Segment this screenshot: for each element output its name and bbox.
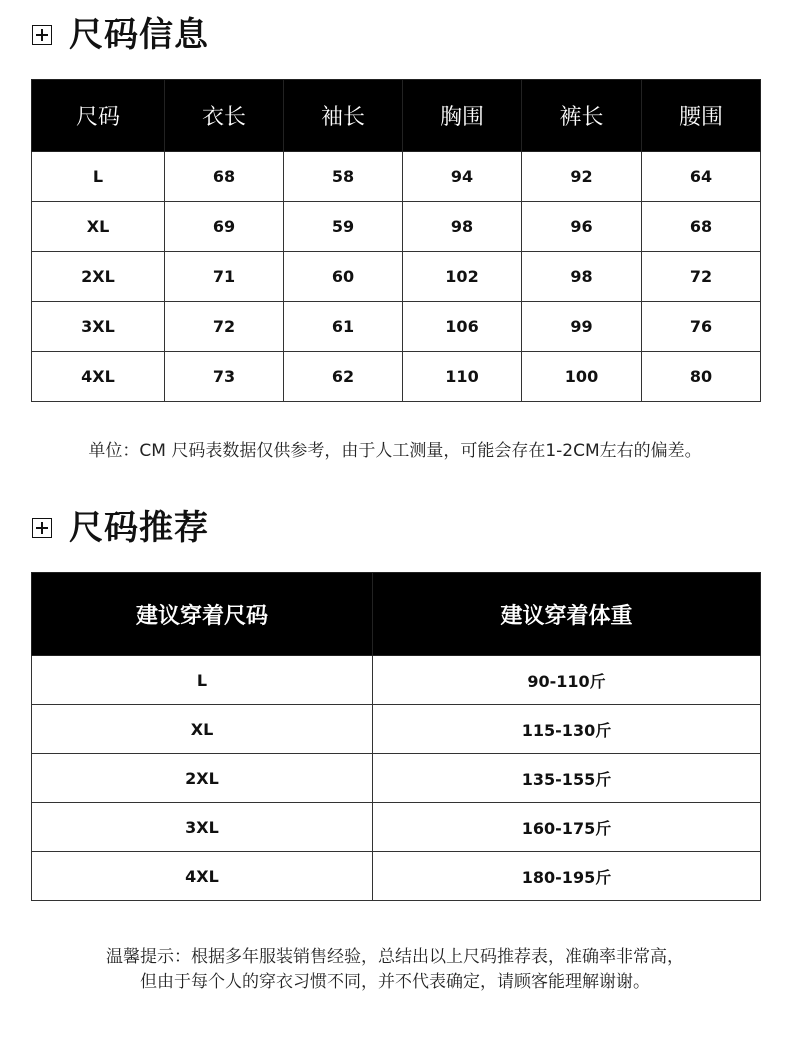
size-recommendation-table [31, 572, 761, 901]
table-cell: 72 [165, 302, 284, 352]
section-heading: 尺码推荐 [69, 508, 209, 548]
table-cell: 3XL [32, 302, 165, 352]
header-cell-sleeve: 袖长 [284, 80, 403, 152]
table-row [32, 152, 761, 202]
size-info-table [31, 79, 761, 402]
table-cell: 72 [642, 252, 761, 302]
tip-line: 但由于每个人的穿衣习惯不同，并不代表确定，请顾客能理解谢谢。 [140, 972, 650, 992]
table-cell: 61 [284, 302, 403, 352]
measurement-note: 单位：CM 尺码表数据仅供参考，由于人工测量，可能会存在1-2CM左右的偏差。 [88, 441, 702, 461]
header-cell-size: 尺码 [32, 80, 165, 152]
table-cell: 94 [403, 152, 522, 202]
section-heading: 尺码信息 [69, 15, 209, 55]
table-cell: 59 [284, 202, 403, 252]
table-cell: L [32, 152, 165, 202]
table-cell: L [32, 656, 373, 705]
table-cell: 68 [165, 152, 284, 202]
table-cell: 58 [284, 152, 403, 202]
table-cell: 110 [403, 352, 522, 402]
table-row [32, 302, 761, 352]
table-cell: 62 [284, 352, 403, 402]
table-cell: 73 [165, 352, 284, 402]
table-header-row [32, 80, 761, 152]
table-row [32, 803, 761, 852]
table-cell: 96 [522, 202, 642, 252]
tip-line: 温馨提示：根据多年服装销售经验，总结出以上尺码推荐表，准确率非常高， [106, 947, 684, 967]
header-cell-chest: 胸围 [403, 80, 522, 152]
table-cell: 2XL [32, 754, 373, 803]
recommendation-tip [0, 945, 790, 995]
header-cell-recommended-weight: 建议穿着体重 [373, 573, 761, 656]
table-cell: 2XL [32, 252, 165, 302]
table-row [32, 656, 761, 705]
table-cell: XL [32, 202, 165, 252]
table-cell: 68 [642, 202, 761, 252]
table-cell: 106 [403, 302, 522, 352]
table-cell: 80 [642, 352, 761, 402]
header-cell-recommended-size: 建议穿着尺码 [32, 573, 373, 656]
table-cell: 92 [522, 152, 642, 202]
header-cell-waist: 腰围 [642, 80, 761, 152]
table-cell: 90-110斤 [373, 656, 761, 705]
table-cell: XL [32, 705, 373, 754]
table-cell: 98 [403, 202, 522, 252]
table-cell: 115-130斤 [373, 705, 761, 754]
table-cell: 100 [522, 352, 642, 402]
table-cell: 102 [403, 252, 522, 302]
plus-box-icon [32, 25, 52, 45]
table-cell: 135-155斤 [373, 754, 761, 803]
table-row [32, 202, 761, 252]
header-cell-pants-length: 裤长 [522, 80, 642, 152]
size-recommendation-section-title [32, 508, 209, 548]
table-cell: 3XL [32, 803, 373, 852]
table-cell: 69 [165, 202, 284, 252]
table-row [32, 252, 761, 302]
table-row [32, 352, 761, 402]
table-row [32, 705, 761, 754]
table-cell: 160-175斤 [373, 803, 761, 852]
table-cell: 4XL [32, 852, 373, 901]
plus-box-icon [32, 518, 52, 538]
size-info-section-title [32, 15, 209, 55]
table-cell: 4XL [32, 352, 165, 402]
table-cell: 98 [522, 252, 642, 302]
table-header-row [32, 573, 761, 656]
table-cell: 180-195斤 [373, 852, 761, 901]
table-row [32, 754, 761, 803]
table-cell: 71 [165, 252, 284, 302]
table-cell: 99 [522, 302, 642, 352]
table-row [32, 852, 761, 901]
table-cell: 76 [642, 302, 761, 352]
table-cell: 60 [284, 252, 403, 302]
header-cell-length: 衣长 [165, 80, 284, 152]
table-cell: 64 [642, 152, 761, 202]
